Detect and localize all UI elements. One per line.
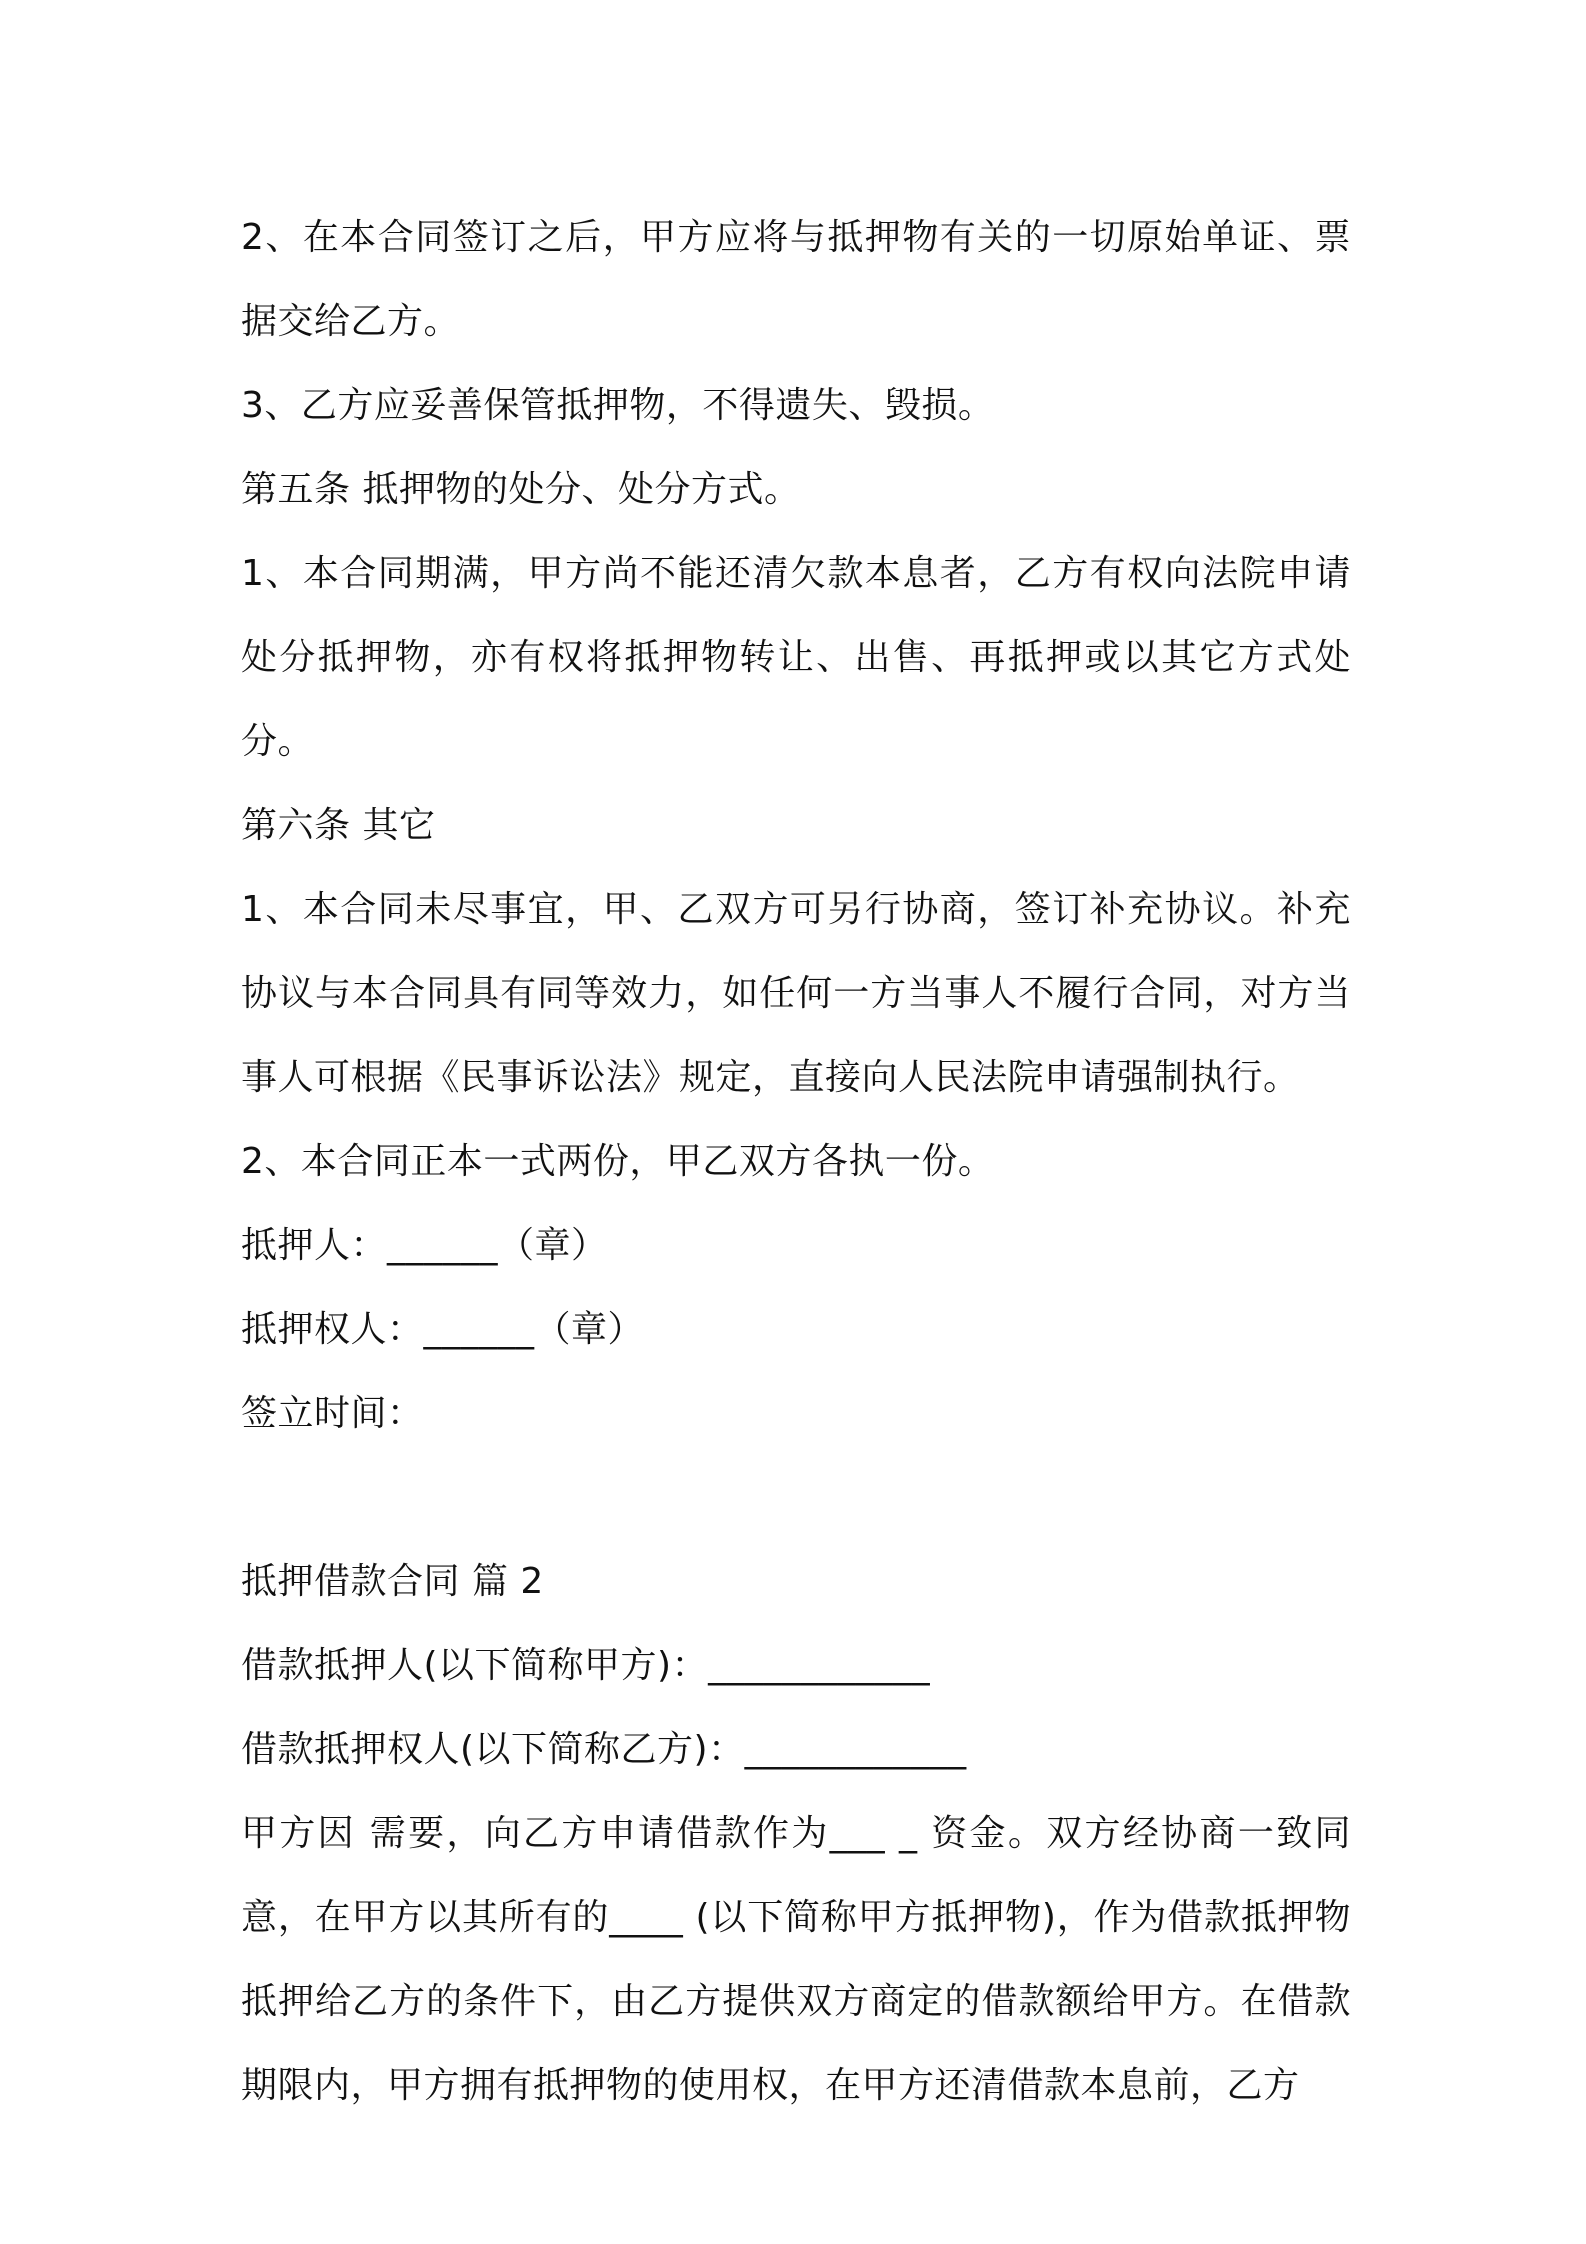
- contract-2-title: 抵押借款合同 篇 2: [241, 1561, 544, 1602]
- clause-4-3: 3、乙方应妥善保管抵押物，不得遗失、毁损。: [241, 385, 995, 426]
- signing-date-line: 签立时间：: [241, 1393, 424, 1434]
- borrower-mortgagor-line: 借款抵押人(以下简称甲方)：____________: [241, 1645, 931, 1686]
- lender-mortgagee-line: 借款抵押权人(以下简称乙方)：____________: [241, 1729, 967, 1770]
- clause-5-1: 1、本合同期满，甲方尚不能还清欠款本息者，乙方有权向法院申请处分抵押物，亦有权将抵押物转让、出售、再抵押或以其它方式处分。: [241, 553, 1351, 762]
- mortgagor-signature-line: 抵押人：______（章）: [241, 1225, 608, 1266]
- mortgagee-signature-line: 抵押权人：______（章）: [241, 1309, 645, 1350]
- contract-2-preamble: 甲方因 需要，向乙方申请借款作为___ _ 资金。双方经协商一致同意，在甲方以其所有的____ (以下简称甲方抵押物)，作为借款抵押物抵押给乙方的条件下，由乙方提供双方商定的借款额给甲方。在借款期限内，甲方拥有抵押物的使用权，在甲方还清借款本息前，乙方: [241, 1813, 1351, 2106]
- clause-6-1: 1、本合同未尽事宜，甲、乙双方可另行协商，签订补充协议。补充协议与本合同具有同等效力，如任何一方当事人不履行合同，对方当事人可根据《民事诉讼法》规定，直接向人民法院申请强制执行。: [241, 889, 1351, 1098]
- article-5-heading: 第五条 抵押物的处分、处分方式。: [241, 469, 801, 510]
- section-gap: [241, 1456, 1351, 1540]
- document-body: [241, 196, 1351, 2128]
- article-6-heading: 第六条 其它: [241, 805, 436, 846]
- clause-4-2: 2、在本合同签订之后，甲方应将与抵押物有关的一切原始单证、票据交给乙方。: [241, 217, 1351, 342]
- clause-6-2: 2、本合同正本一式两份，甲乙双方各执一份。: [241, 1141, 995, 1182]
